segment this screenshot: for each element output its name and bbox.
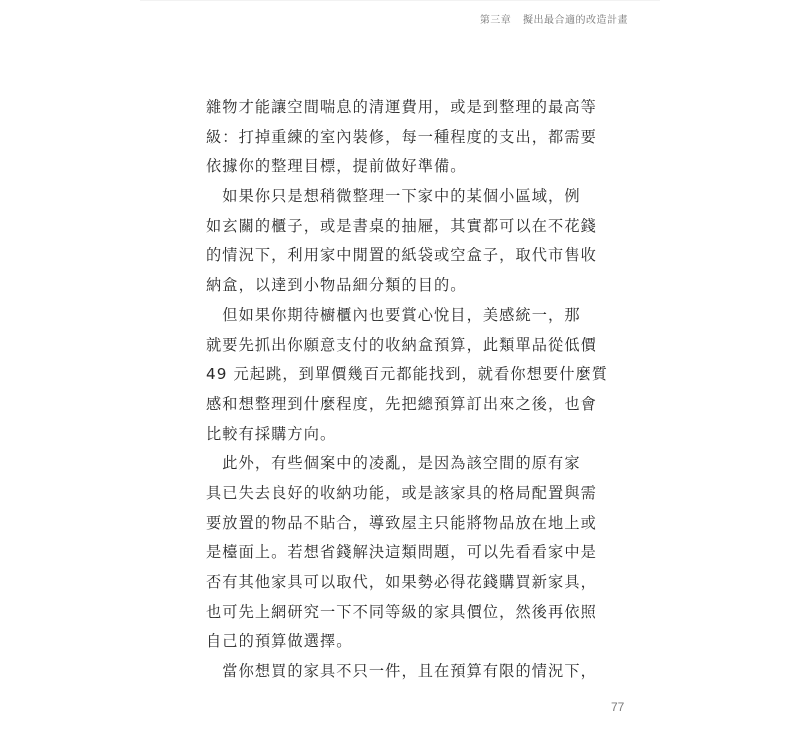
text-line: 也可先上網研究一下不同等級的家具價位，然後再依照 bbox=[206, 602, 597, 621]
text-line: 是檯面上。若想省錢解決這類問題，可以先看看家中是 bbox=[206, 543, 597, 562]
text-line: 如玄關的櫃子，或是書桌的抽屜，其實都可以在不花錢 bbox=[206, 216, 597, 235]
page-number: 77 bbox=[611, 700, 625, 714]
body-text bbox=[206, 93, 609, 687]
text-line: 自己的預算做選擇。 bbox=[206, 632, 353, 651]
text-line: 但如果你期待櫥櫃內也要賞心悅目，美感統一，那 bbox=[206, 305, 581, 324]
text-line: 級：打掉重練的室內裝修，每一種程度的支出，都需要 bbox=[206, 127, 597, 146]
top-edge-rule bbox=[140, 0, 660, 1]
text-line: 49 元起跳，到單價幾百元都能找到，就看你想要什麼質 bbox=[206, 365, 609, 384]
text-line: 比較有採購方向。 bbox=[206, 424, 337, 443]
chapter-label: 第三章 bbox=[479, 15, 512, 26]
text-line: 雜物才能讓空間喘息的清運費用，或是到整理的最高等 bbox=[206, 98, 597, 116]
running-header bbox=[480, 11, 628, 26]
text-line: 具已失去良好的收納功能，或是該家具的格局配置與需 bbox=[206, 483, 597, 502]
text-line: 當你想買的家具不只一件，且在預算有限的情況下， bbox=[206, 662, 597, 681]
chapter-title: 擬出最合適的改造計畫 bbox=[523, 15, 628, 26]
text-line: 感和想整理到什麼程度，先把總預算訂出來之後，也會 bbox=[206, 394, 597, 413]
text-line: 否有其他家具可以取代，如果勢必得花錢購買新家具， bbox=[206, 573, 597, 591]
text-line: 要放置的物品不貼合，導致屋主只能將物品放在地上或 bbox=[206, 513, 597, 532]
text-line: 如果你只是想稍微整理一下家中的某個小區域，例 bbox=[206, 187, 581, 206]
text-line: 依據你的整理目標，提前做好準備。 bbox=[206, 157, 467, 176]
text-line: 此外，有些個案中的凌亂，是因為該空間的原有家 bbox=[206, 454, 581, 473]
text-line: 納盒，以達到小物品細分類的目的。 bbox=[206, 276, 467, 295]
text-line: 的情況下，利用家中閒置的紙袋或空盒子，取代市售收 bbox=[206, 246, 597, 265]
text-line: 就要先抓出你願意支付的收納盒預算，此類單品從低價 bbox=[206, 335, 597, 354]
